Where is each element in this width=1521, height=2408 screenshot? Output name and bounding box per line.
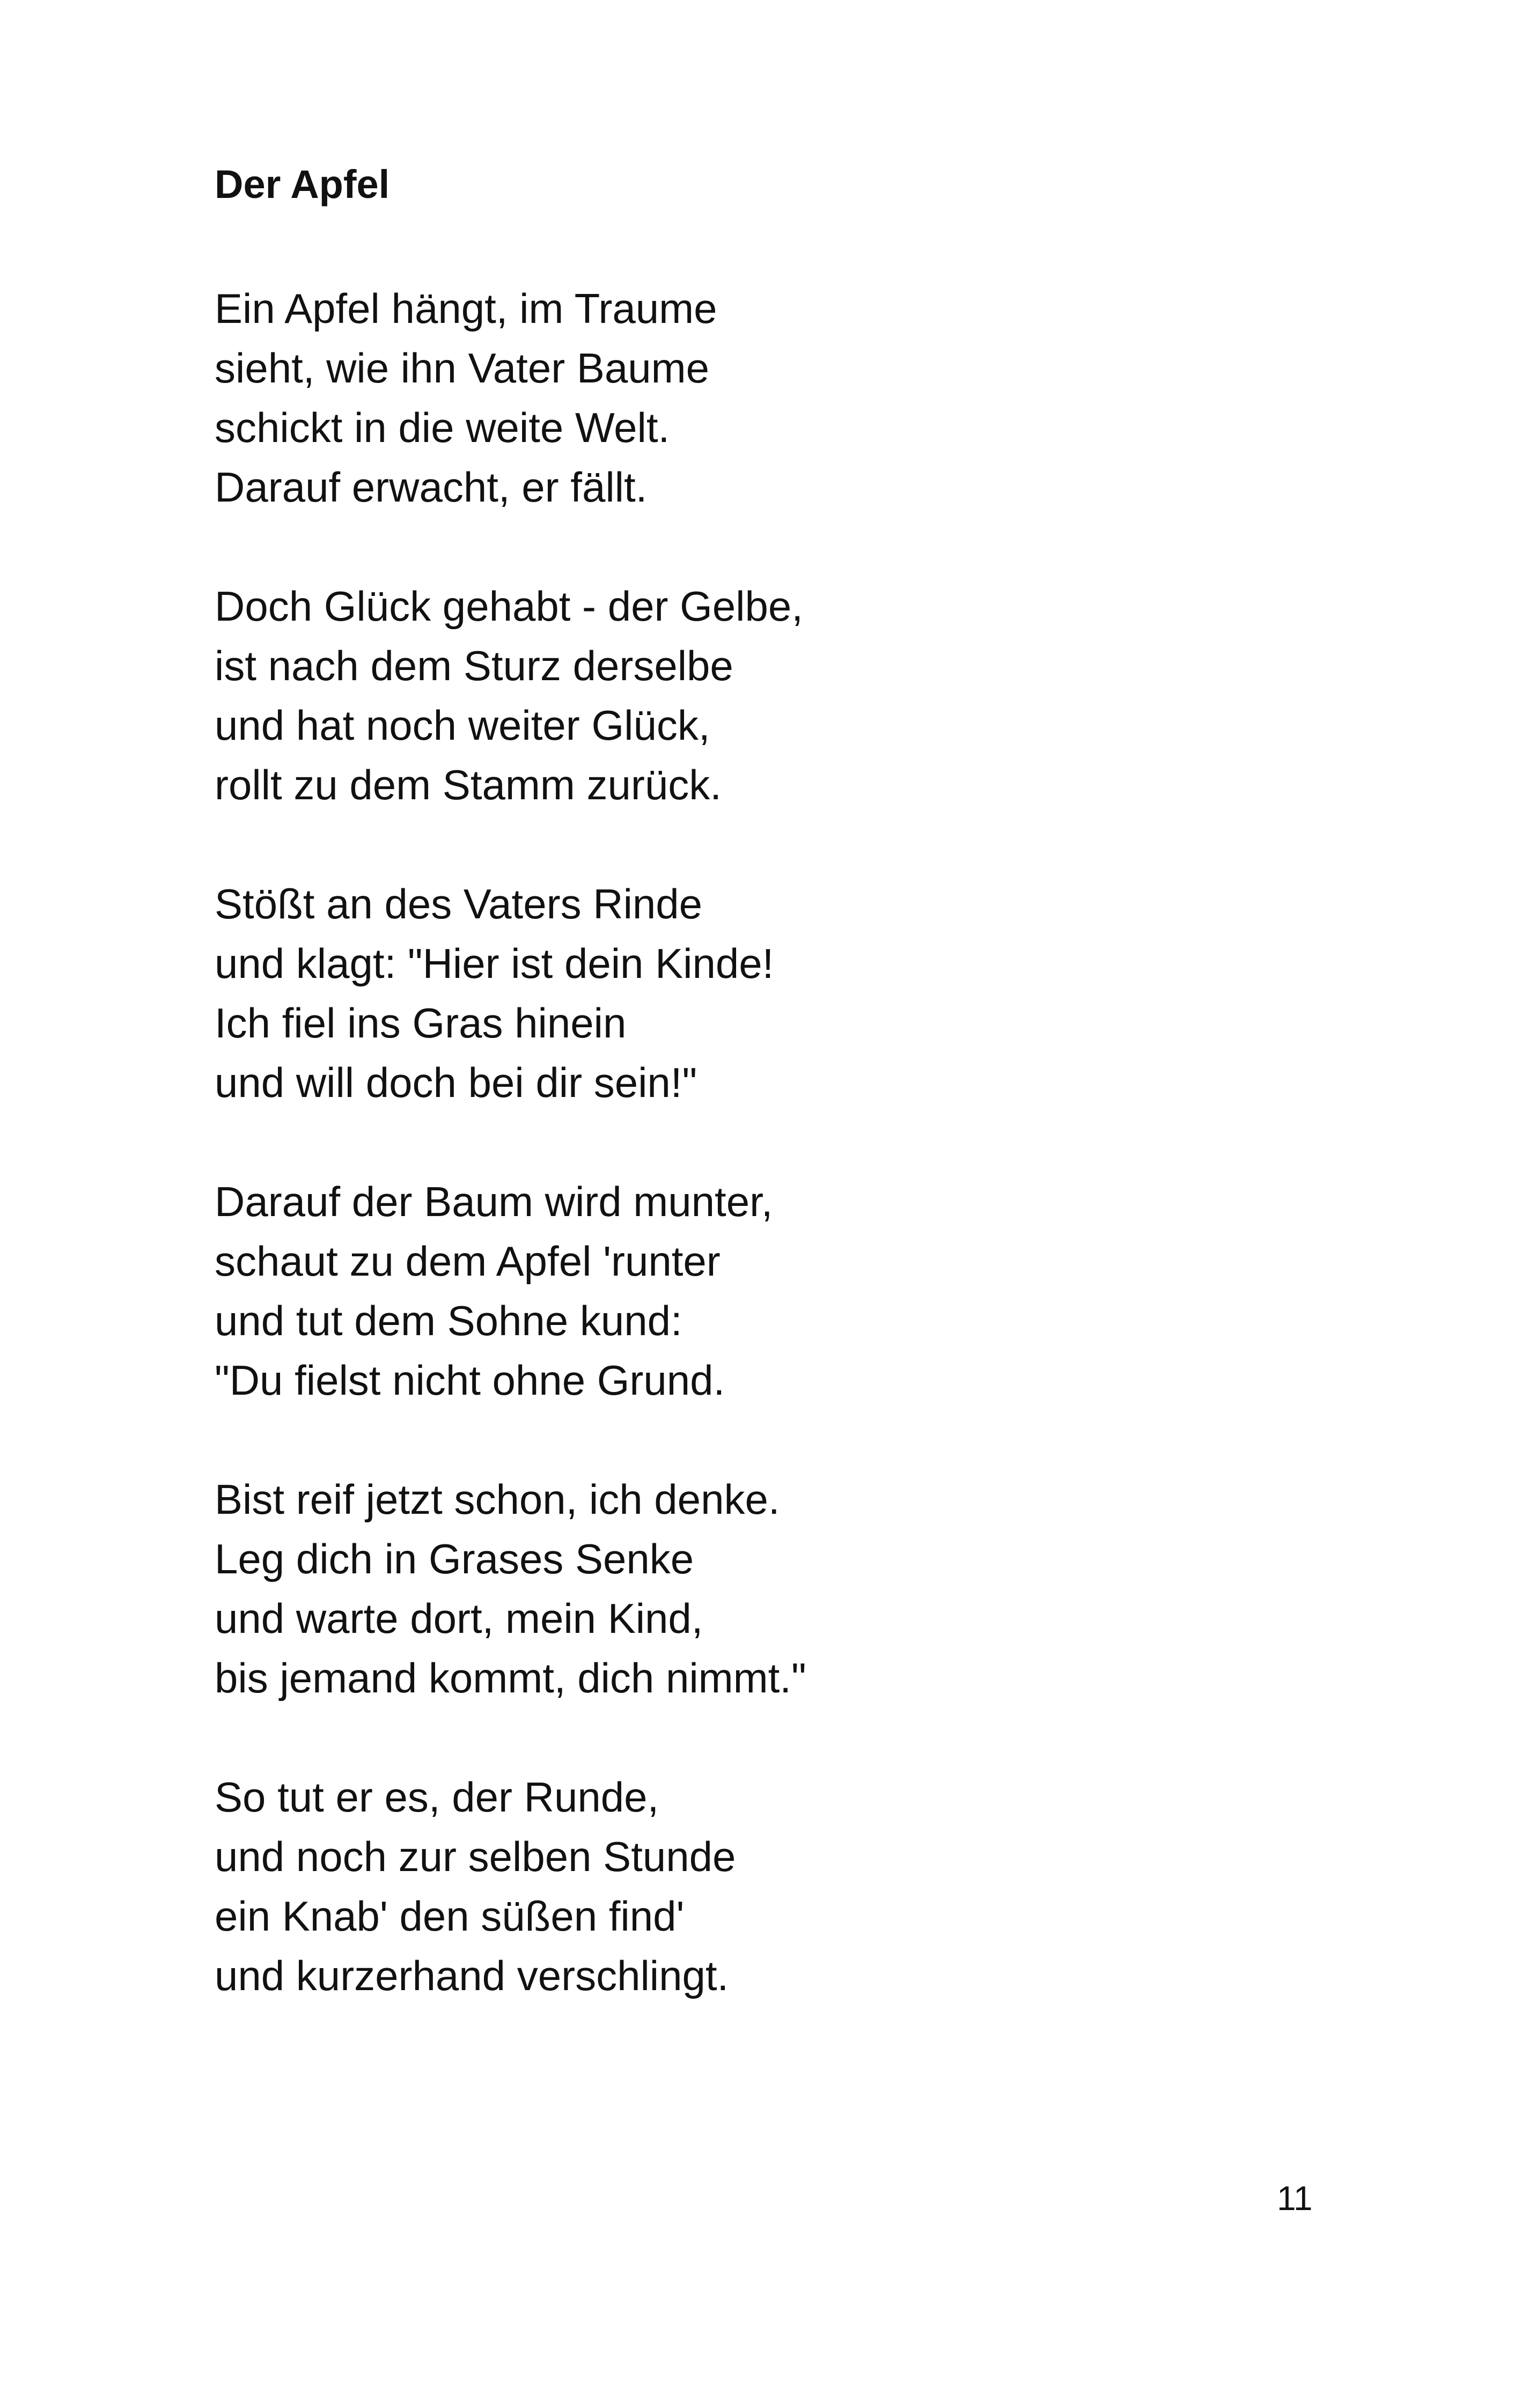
stanza-3 bbox=[215, 874, 774, 1113]
verse-line: schickt in die weite Welt. bbox=[215, 404, 670, 451]
stanza-2 bbox=[215, 577, 803, 815]
verse-line: Ein Apfel hängt, im Traume bbox=[215, 285, 717, 332]
stanza-5 bbox=[215, 1470, 806, 1708]
verse-line: schaut zu dem Apfel 'runter bbox=[215, 1238, 721, 1285]
stanza-1 bbox=[215, 279, 717, 517]
verse-line: ein Knab' den süßen find' bbox=[215, 1892, 685, 1940]
stanza-4 bbox=[215, 1172, 773, 1410]
verse-line: Darauf der Baum wird munter, bbox=[215, 1178, 773, 1225]
verse-line: rollt zu dem Stamm zurück. bbox=[215, 761, 722, 808]
verse-line: und tut dem Sohne kund: bbox=[215, 1297, 682, 1344]
verse-line: und noch zur selben Stunde bbox=[215, 1833, 736, 1880]
verse-line: Stößt an des Vaters Rinde bbox=[215, 880, 703, 927]
stanza-6 bbox=[215, 1768, 736, 2006]
verse-line: Darauf erwacht, er fällt. bbox=[215, 463, 648, 511]
verse-line: "Du fielst nicht ohne Grund. bbox=[215, 1357, 725, 1404]
verse-line: und klagt: "Hier ist dein Kinde! bbox=[215, 940, 774, 987]
verse-line: und hat noch weiter Glück, bbox=[215, 702, 710, 749]
verse-line: bis jemand kommt, dich nimmt." bbox=[215, 1654, 806, 1702]
verse-line: sieht, wie ihn Vater Baume bbox=[215, 344, 710, 392]
verse-line: und kurzerhand verschlingt. bbox=[215, 1952, 729, 1999]
verse-line: und warte dort, mein Kind, bbox=[215, 1595, 703, 1642]
verse-line: ist nach dem Sturz derselbe bbox=[215, 642, 733, 689]
verse-line: Doch Glück gehabt - der Gelbe, bbox=[215, 583, 803, 630]
verse-line: Bist reif jetzt schon, ich denke. bbox=[215, 1476, 780, 1523]
verse-line: Leg dich in Grases Senke bbox=[215, 1535, 694, 1582]
page-number: 11 bbox=[1277, 2179, 1313, 2218]
verse-line: Ich fiel ins Gras hinein bbox=[215, 999, 627, 1047]
poem-title: Der Apfel bbox=[215, 162, 390, 207]
verse-line: So tut er es, der Runde, bbox=[215, 1773, 659, 1821]
verse-line: und will doch bei dir sein!" bbox=[215, 1059, 697, 1106]
